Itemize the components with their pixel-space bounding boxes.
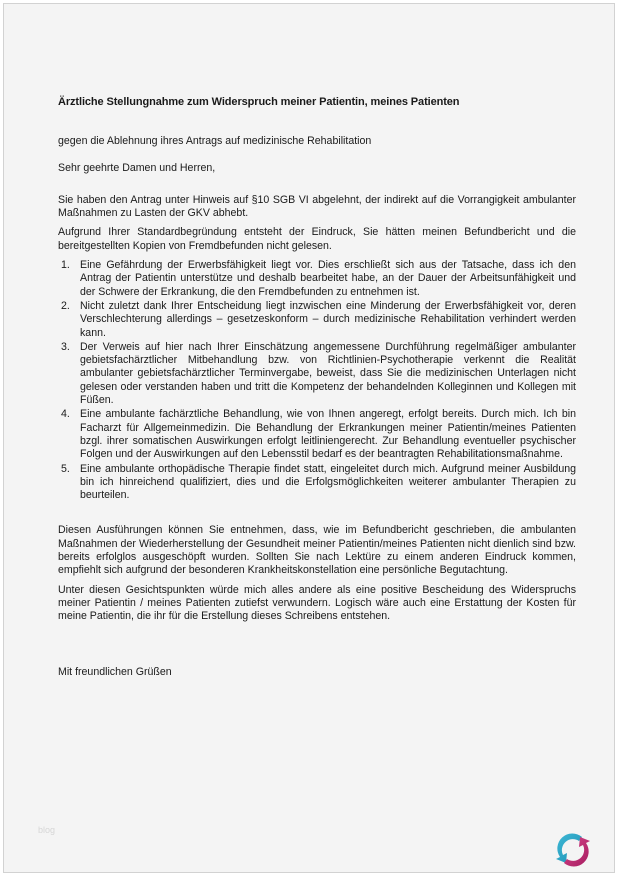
argument-list	[58, 259, 576, 502]
list-item	[58, 408, 576, 461]
list-number: 5.	[61, 462, 70, 475]
letter-subject: gegen die Ablehnung ihres Antrags auf medizinische Rehabilitation	[58, 135, 372, 148]
conclusion-paragraph: Unter diesen Gesichtspunkten würde mich alles andere als eine positive Bescheidung des Widerspruchs meiner Patientin / meines Patienten zutiefst verwundern. Logisch wäre auch eine Erstattung der Kosten für meine Patientin, die ihr für die Erstellung dieses Schreibens entstehen.	[58, 583, 576, 623]
closing-line: Mit freundlichen Grüßen	[58, 665, 172, 678]
circular-arrows-logo-icon	[552, 829, 594, 871]
blog-watermark: blog	[38, 825, 56, 835]
list-number: 4.	[61, 408, 70, 421]
intro-paragraph: Aufgrund Ihrer Standardbegründung entsteht der Eindruck, Sie hätten meinen Befundbericht und die bereitgestellten Kopien von Fremdbefunden nicht gelesen.	[58, 226, 576, 252]
list-text: Eine Gefährdung der Erwerbsfähigkeit liegt vor. Dies erschließt sich aus der Tatsache, dass ich den Antrag der Patientin unterstütze und deshalb bearbeitet habe, an der Dauer der Arbeitsunfähigkeit und der Schwere der Erkrankung, die den Fremdbefunden zu entnehmen ist.	[80, 259, 576, 298]
intro-paragraph: Sie haben den Antrag unter Hinweis auf §10 SGB VI abgelehnt, der indirekt auf die Vorrangigkeit ambulanter Maßnahmen zu Lasten der GKV abhebt.	[58, 193, 576, 220]
list-text: Eine ambulante orthopädische Therapie findet statt, eingeleitet durch mich. Aufgrund meiner Ausbildung bin ich hinreichend qualifiziert, dies und die Erfolgsmöglichkeiten weiterer ambulanter Therapien zu beurteilen.	[80, 462, 576, 502]
list-text: Der Verweis auf hier nach Ihrer Einschätzung angemessene Durchführung regelmäßiger ambulanter gebietsfachärztlicher Mitbehandlung bzw. von Richtlinien-Psychotherapie verkennt die Realität ambulanter gebietsfachärztlicher Terminvergabe, beweist, dass Sie die medizinischen Unterlagen nicht gelesen oder verstanden haben und tritt die Kompetenz der behandelnden Kolleginnen und Kollegen mit Füßen.	[80, 340, 576, 407]
list-text: Nicht zuletzt dank Ihrer Entscheidung liegt inzwischen eine Minderung der Erwerbsfähigkeit vor, deren Verschlechterung allerdings – gesetzeskonform – durch medizinische Rehabilitation verhindert werden kann.	[80, 299, 576, 339]
list-number: 2.	[61, 299, 70, 312]
conclusion-paragraph: Diesen Ausführungen können Sie entnehmen, dass, wie im Befundbericht geschrieben, die ambulanten Maßnahmen der Wiederherstellung der Gesundheit meiner Patientin/meines Patienten nicht dienlich sind bzw. bereits erfolglos ausgeschöpft wurden. Sollten Sie nach Lektüre zu einem anderen Eindruck kommen, empfiehlt sich aufgrund der besonderen Krankheitskonstellation eine persönliche Begutachtung.	[58, 524, 576, 577]
list-text: Eine ambulante fachärztliche Behandlung, wie von Ihnen angeregt, erfolgt bereits. Durch mich. Ich bin Facharzt für Allgemeinmedizin. Die Behandlung der Erkrankungen meiner Patientin/meines Patienten bzgl. ihrer somatischen Auswirkungen erfolgt leitliniengerecht. Zur Behandlung eventueller psychischer Folgen und der Auswirkungen auf den Lebensstil bedarf es der beantragten Rehabilitationsmaßnahme.	[80, 408, 576, 461]
list-number: 3.	[61, 340, 70, 353]
list-item	[58, 463, 576, 503]
document-page	[3, 3, 615, 873]
letter-title: Ärztliche Stellungnahme zum Widerspruch meiner Patientin, meines Patienten	[58, 96, 460, 108]
salutation: Sehr geehrte Damen und Herren,	[58, 161, 216, 174]
list-item	[58, 341, 576, 407]
letter-body	[58, 96, 576, 679]
list-item	[58, 259, 576, 299]
list-item	[58, 300, 576, 340]
list-number: 1.	[61, 259, 70, 272]
